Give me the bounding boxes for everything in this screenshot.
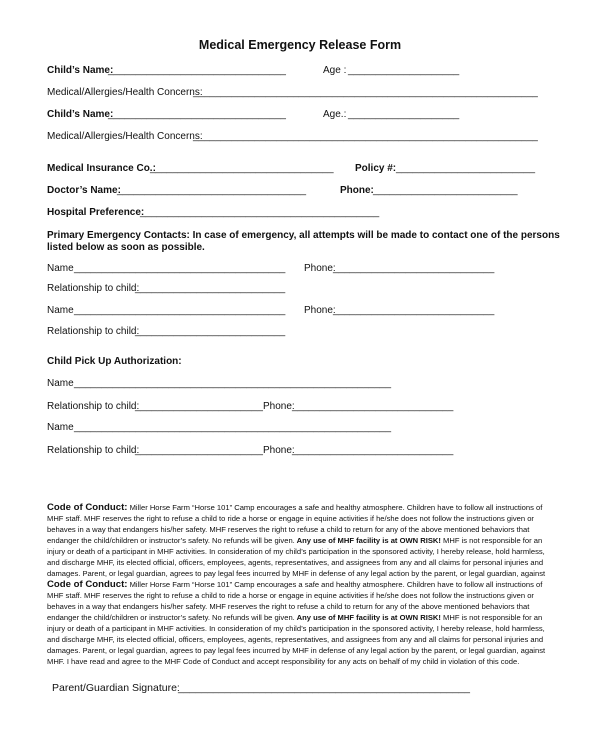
code-risk-text: Any use of MHF facility is at OWN RISK! [294,536,441,545]
signature-field[interactable]: __________________________________________________ [178,682,470,694]
pickup-phone-field[interactable]: _____________________________ [292,445,454,456]
contact-phone-label: Phone: [304,263,336,274]
age-label: Age : [323,65,347,76]
code-text: endanger the child/children or instructor’s safety. No refunds will be given. [47,536,295,545]
code-text: Miller Horse Farm “Horse 101” Camp encourages a safe and healthy atmosphere. Children have to follow all instructions of [127,580,543,589]
code2-line7: damages. Parent, or legal guardian, agrees to pay legal fees incurred by MHF in defense of any legal action by the parent, or legal guardian, against [47,646,546,655]
pickup-heading: Child Pick Up Authorization: [47,356,182,367]
pickup-phone-label: Phone: [263,445,295,456]
code2-line2: MHF staff. MHF reserves the right to refuse a child to ride a horse or engage in equine activities if he/she does not follow the instructions given or [47,591,534,600]
code-heading: Code of Conduct: [47,502,128,513]
code2-line6: and discharge MHF, its elected official, officers, employees, agents, representatives, and assignees from any and all claims for personal injuries and [47,635,544,644]
doctor-field[interactable]: __________________________________ [117,185,307,196]
contact-name-field[interactable]: ______________________________________ [74,263,286,274]
policy-label: Policy #: [355,163,397,174]
hospital-field[interactable]: ___________________________________________ [140,207,380,218]
code-text: MHF is not responsible for an [440,536,543,545]
doctor-label: Doctor’s Name: [47,185,121,196]
policy-field[interactable]: _________________________ [396,163,536,174]
relationship-label: Relationship to child: [47,445,140,456]
code-heading: Code of Conduct: [47,579,128,590]
pickup-name-field[interactable]: _________________________________________________________ [74,422,392,433]
code2-line1 [47,580,600,590]
code1-line4 [47,536,600,546]
hospital-label: Hospital Preference: [47,207,145,218]
medical-field[interactable]: ______________________________________________________________ [193,87,538,98]
child-name-field[interactable]: ________________________________ [108,65,286,76]
pickup-phone-field[interactable]: _____________________________ [292,401,454,412]
code2-line3: behaves in a way that endangers his/her safety. MHF reserves the right to refuse a child to return for any of the above mentioned behaviors that [47,602,530,611]
age-label: Age.: [323,109,347,120]
primary-contacts-text [47,230,560,242]
code2-line8: MHF. I have read and agree to the MHF Code of Conduct and accept responsibility for any acts on behalf of my child in violation of this code. [47,657,520,666]
contact-phone-field[interactable]: _____________________________ [333,305,495,316]
code-text: Miller Horse Farm “Horse 101” Camp encourages a safe and healthy atmosphere. Children have to follow all instructions of [127,503,543,512]
signature-label: Parent/Guardian Signature: [52,682,180,694]
insurance-label: Medical Insurance Co.: [47,163,156,174]
contact-name-field[interactable]: ______________________________________ [74,305,286,316]
age-field[interactable]: ____________________ [348,65,460,76]
relationship-label: Relationship to child: [47,283,140,294]
child-name-field[interactable]: ________________________________ [108,109,286,120]
medical-field[interactable]: ______________________________________________________________ [193,131,538,142]
code2-line4 [47,613,600,623]
code1-line6: and discharge MHF, its elected official, officers, employees, agents, representatives, and assignees from any and all claims for personal injuries and [47,558,544,567]
pickup-name-label: Name [47,422,74,433]
contact-name-label: Name [47,305,74,316]
relationship-field[interactable]: _______________________ [135,401,263,412]
primary-contacts-text2: listed below as soon as possible. [47,242,205,253]
medical-label: Medical/Allergies/Health Concerns: [47,87,203,98]
code-text: MHF is not responsible for an [440,613,543,622]
phone-label: Phone: [340,185,374,196]
pickup-phone-label: Phone: [263,401,295,412]
medical-label: Medical/Allergies/Health Concerns: [47,131,203,142]
relationship-label: Relationship to child: [47,401,140,412]
primary-contacts-text1: In case of emergency, all attempts will be made to contact one of the persons [189,230,560,241]
relationship-field[interactable]: _______________________ [135,445,263,456]
relationship-field[interactable]: ___________________________ [135,283,286,294]
code1-line7: damages. Parent, or legal guardian, agrees to pay legal fees incurred by MHF in defense of any legal action by the parent, or legal guardian, against [47,569,546,578]
code1-line5: injury or death of a participant in MHF activities. In consideration of my child’s participation in the sponsored activity, I hereby release, hold harmless, [47,547,545,556]
doctor-phone-field[interactable]: __________________________ [373,185,518,196]
relationship-field[interactable]: ___________________________ [135,326,286,337]
code1-line3: behaves in a way that endangers his/her safety. MHF reserves the right to refuse a child to return for any of the above mentioned behaviors that [47,525,530,534]
code1-line2: MHF staff. MHF reserves the right to refuse a child to ride a horse or engage in equine activities if he/she does not follow the instructions given or [47,514,534,523]
code-text: endanger the child/children or instructor’s safety. No refunds will be given. [47,613,295,622]
age-field[interactable]: ____________________ [348,109,460,120]
contact-phone-label: Phone: [304,305,336,316]
relationship-label: Relationship to child: [47,326,140,337]
pickup-name-label: Name [47,378,74,389]
pickup-name-field[interactable]: _________________________________________________________ [74,378,392,389]
form-title: Medical Emergency Release Form [198,38,402,52]
primary-contacts-heading: Primary Emergency Contacts: [47,230,190,241]
code1-line1 [47,503,600,513]
contact-name-label: Name [47,263,74,274]
insurance-field[interactable]: _________________________________ [150,163,334,174]
contact-phone-field[interactable]: _____________________________ [333,263,495,274]
child-name-label: Child’s Name: [47,109,114,120]
code-risk-text: Any use of MHF facility is at OWN RISK! [294,613,441,622]
child-name-label: Child’s Name: [47,65,114,76]
code2-line5: injury or death of a participant in MHF activities. In consideration of my child’s participation in the sponsored activity, I hereby release, hold harmless, [47,624,545,633]
